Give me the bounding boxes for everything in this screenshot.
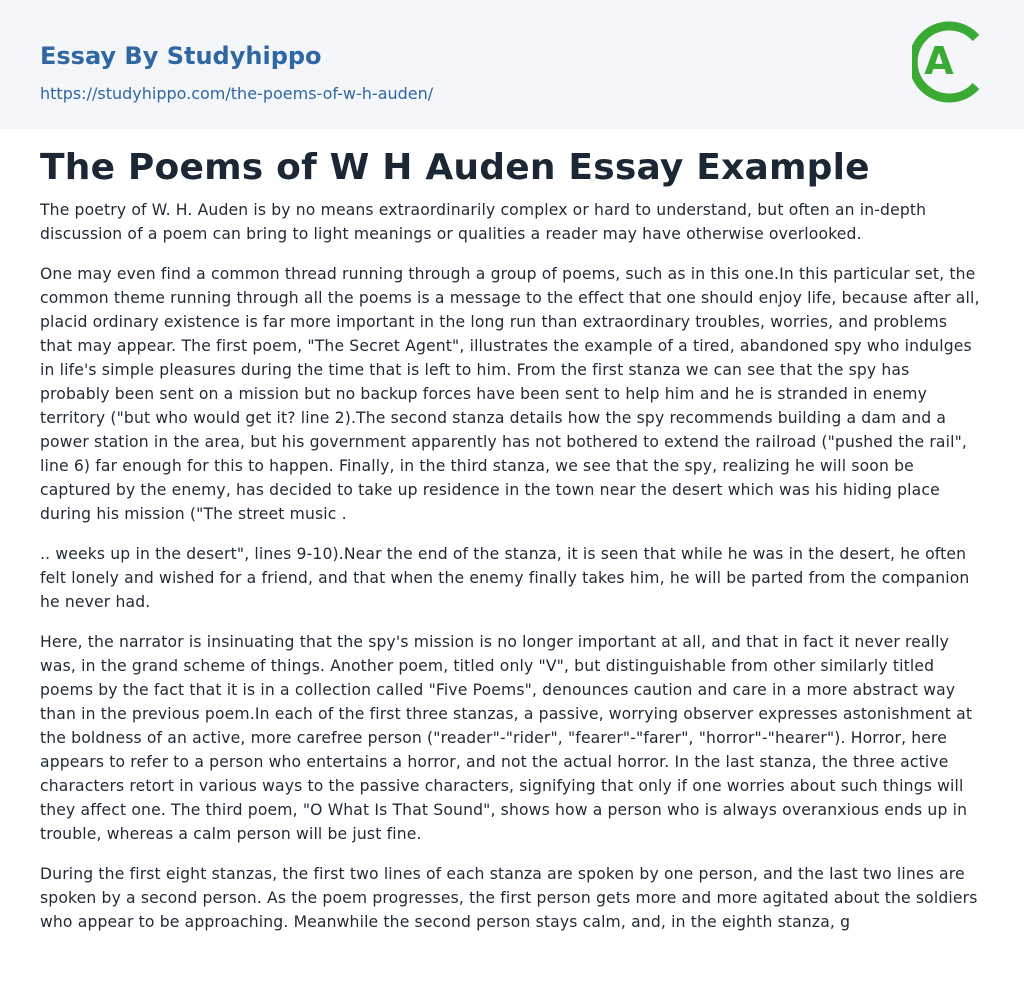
source-url-link[interactable]: https://studyhippo.com/the-poems-of-w-h-auden/	[40, 84, 434, 103]
article-title: The Poems of W H Auden Essay Example	[40, 147, 870, 188]
paragraph: The poetry of W. H. Auden is by no means extraordinarily complex or hard to understand, but often an in-depth discussion of a poem can bring to light meanings or qualities a reader may have otherwise overlooked.	[40, 201, 927, 243]
paragraph: .. weeks up in the desert", lines 9-10).Near the end of the stanza, it is seen that while he was in the desert, he often felt lonely and wished for a friend, and that when the enemy finally takes him, he will be parted from the companion he never had.	[40, 545, 970, 611]
paragraph: Here, the narrator is insinuating that the spy's mission is no longer important at all, and that in fact it never really was, in the grand scheme of things. Another poem, titled only "V", but distinguishable from other similarly titled poems by the fact that it is in a collection called "Five Poems", denounces caution and care in a more abstract way than in the previous poem.In each of the first three stanzas, a passive, worrying observer expresses astonishment at the boldness of an active, more carefree person ("reader"-"rider", "fearer"-"farer", "horror"-"hearer"). Horror, here appears to refer to a person who entertains a horror, and not the actual horror. In the last stanza, the three active characters retort in various ways to the passive characters, signifying that only if one worries about such things will they affect one. The third poem, "O What Is That Sound", shows how a person who is always overanxious ends up in trouble, whereas a calm person will be just fine.	[40, 633, 973, 843]
logo-letter: A	[924, 39, 954, 83]
paragraph: One may even find a common thread running through a group of poems, such as in this one.In this particular set, the common theme running through all the poems is a message to the effect that one should enjoy life, because after all, placid ordinary existence is far more important in the long run than extraordinary troubles, worries, and problems that may appear. The first poem, "The Secret Agent", illustrates the example of a tired, abandoned spy who indulges in life's simple pleasures during the time that is left to him. From the first stanza we can see that the spy has probably been sent on a mission but no backup forces have been sent to help him and he is stranded in enemy territory ("but who would get it? line 2).The second stanza details how the spy recommends building a dam and a power station in the area, but his government apparently has not bothered to extend the railroad ("pushed the rail", line 6) far enough for this to happen. Finally, in the third stanza, we see that the spy, realizing he will soon be captured by the enemy, has decided to take up residence in the town near the desert which was his hiding place during his mission ("The street music .	[40, 265, 980, 523]
paragraph: During the first eight stanzas, the first two lines of each stanza are spoken by one person, and the last two lines are spoken by a second person. As the poem progresses, the first person gets more and more agitated about the soldiers who appear to be approaching. Meanwhile the second person stays calm, and, in the eighth stanza, g	[40, 865, 978, 931]
article-body	[40, 198, 984, 934]
brand-title: Essay By Studyhippo	[40, 42, 322, 70]
